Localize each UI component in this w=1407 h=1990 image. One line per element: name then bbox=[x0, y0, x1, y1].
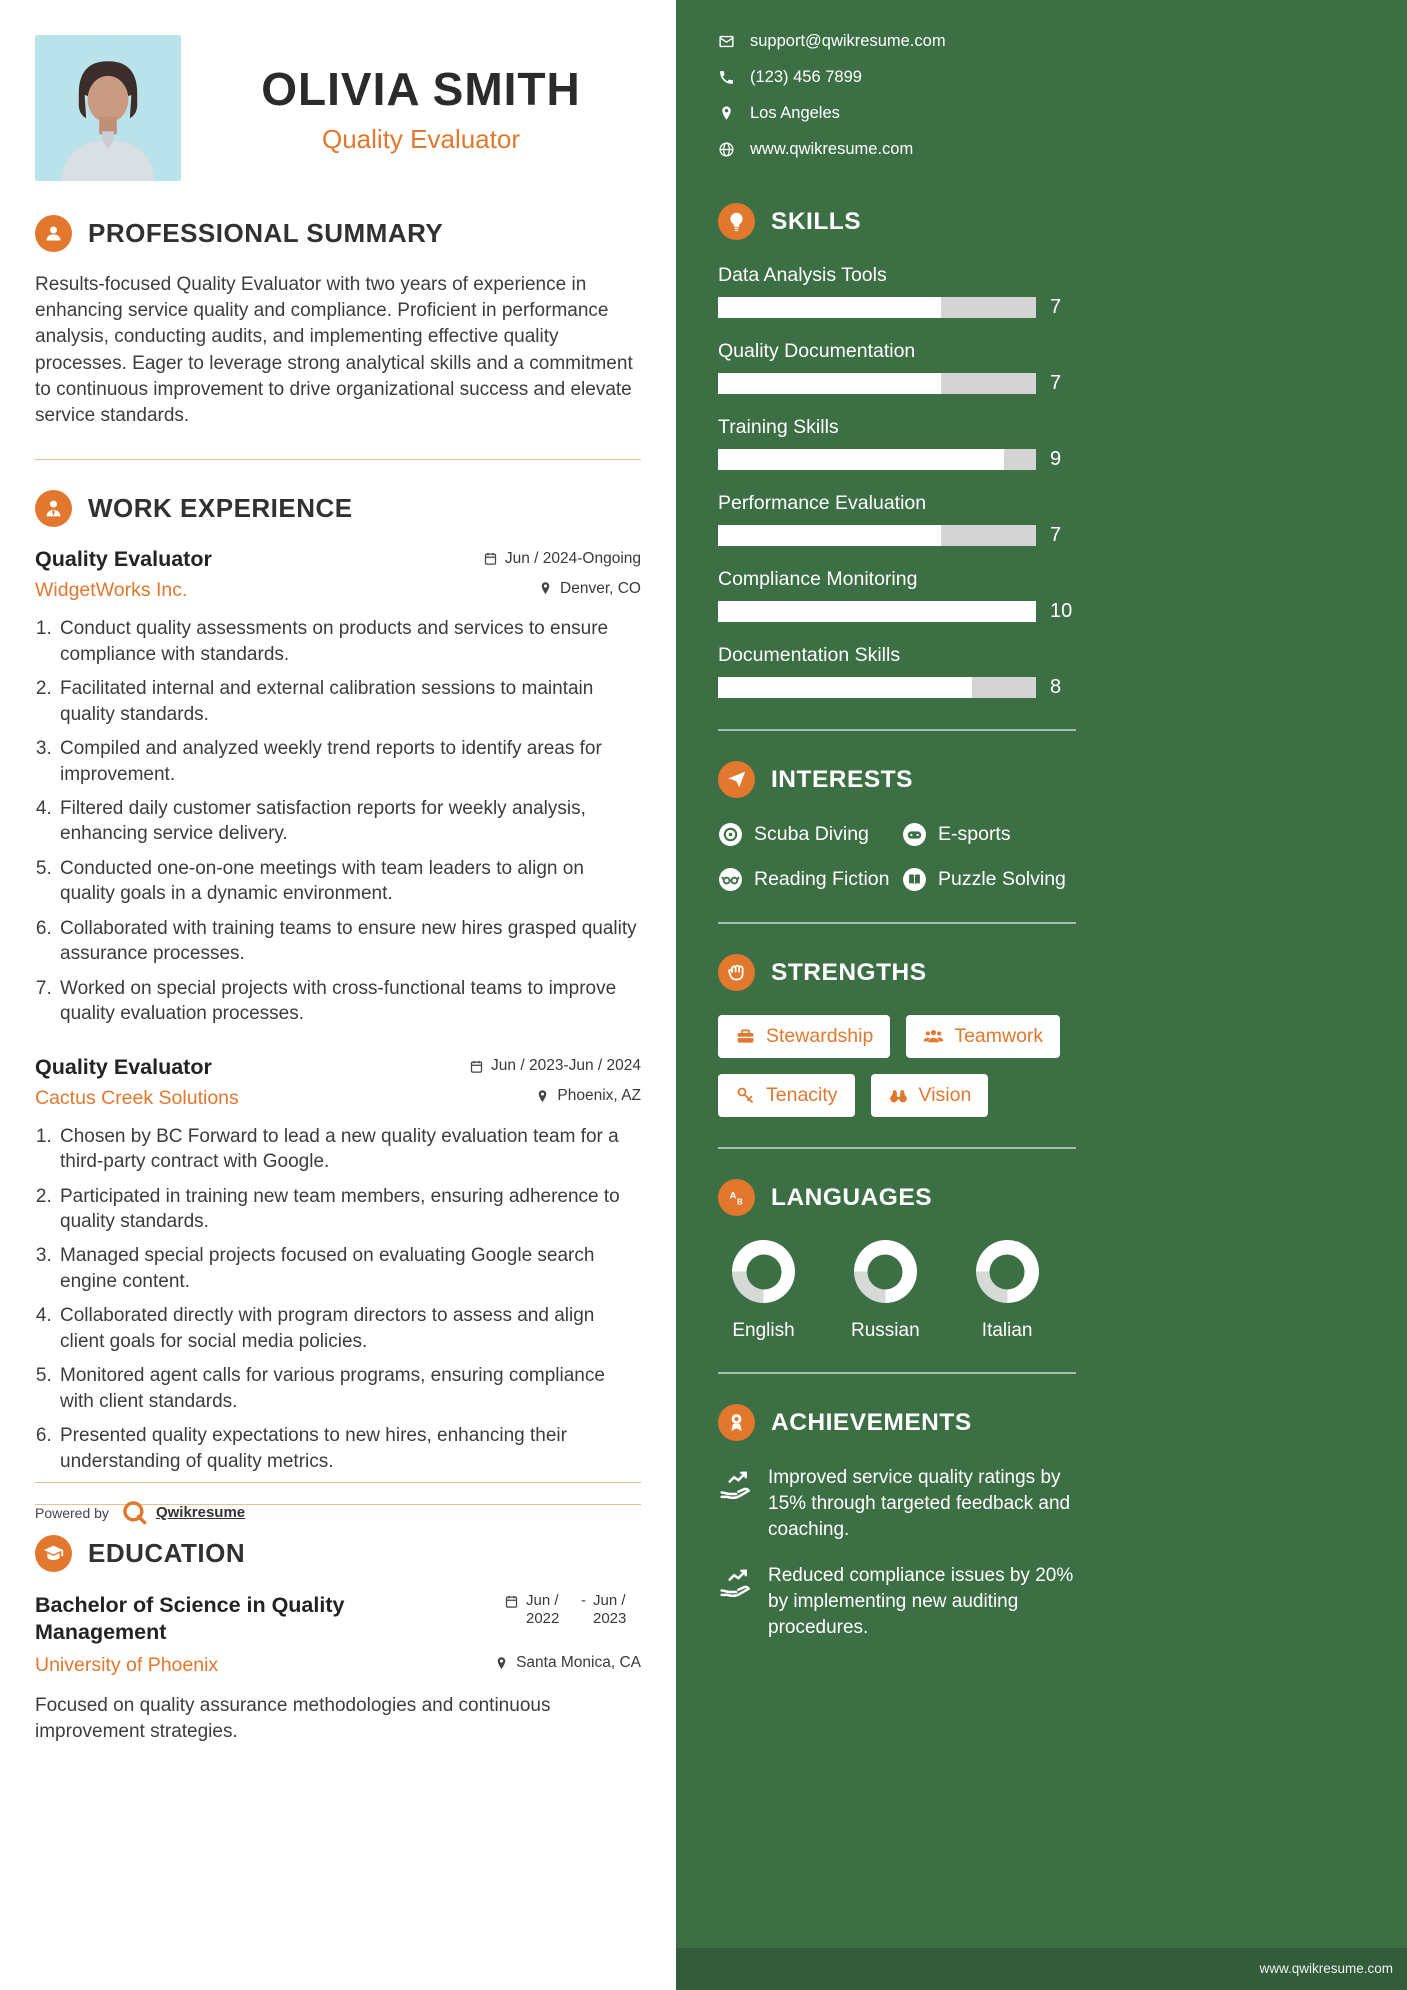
briefcase-icon bbox=[735, 1026, 756, 1047]
strength-pill: Teamwork bbox=[906, 1015, 1060, 1058]
skills-heading: SKILLS bbox=[771, 207, 862, 235]
work-experience-icon bbox=[35, 490, 72, 527]
graduation-icon bbox=[35, 1535, 72, 1572]
profile-photo-image bbox=[35, 35, 181, 181]
language-label: Russian bbox=[851, 1320, 920, 1341]
job-bullet-list bbox=[57, 616, 641, 1026]
job-bullet: 6. Presented quality expectations to new hires, enhancing their understanding of quality metrics. bbox=[57, 1423, 641, 1474]
achievement-text: Improved service quality ratings by 15% through targeted feedback and coaching. bbox=[768, 1467, 1071, 1540]
profile-photo bbox=[35, 35, 181, 181]
job-date: Jun / 2024-Ongoing bbox=[483, 550, 641, 568]
job-bullet: 5. Conducted one-on-one meetings with team leaders to align on quality goals in a dynamic environment. bbox=[57, 856, 641, 907]
language-item bbox=[732, 1240, 795, 1342]
calendar-icon bbox=[504, 1594, 519, 1609]
powered-by-label: Powered by bbox=[35, 1504, 109, 1521]
skill-value: 7 bbox=[1050, 372, 1062, 394]
job-bullet: 4. Collaborated directly with program directors to assess and align client goals for social media policies. bbox=[57, 1303, 641, 1354]
achievement-text: Reduced compliance issues by 20% by implementing new auditing procedures. bbox=[768, 1565, 1074, 1639]
interests-heading: INTERESTS bbox=[771, 765, 913, 793]
contact-phone[interactable]: (123) 456 7899 bbox=[718, 68, 1076, 87]
job-bullet: 2. Participated in training new team members, ensuring adherence to quality standards. bbox=[57, 1184, 641, 1235]
professional-summary-section bbox=[35, 215, 641, 429]
qwikresume-logo-icon bbox=[121, 1499, 148, 1526]
skill-bar bbox=[718, 601, 1036, 622]
pin-icon bbox=[718, 105, 735, 122]
job-location: Denver, CO bbox=[538, 580, 641, 598]
section-divider bbox=[718, 1372, 1076, 1374]
job-title-text: Quality Evaluator bbox=[35, 1054, 212, 1079]
section-divider bbox=[718, 729, 1076, 731]
achievements-section bbox=[718, 1404, 1076, 1641]
education-location: Santa Monica, CA bbox=[494, 1654, 641, 1672]
achievement-item bbox=[718, 1465, 1076, 1542]
education-start-date: Jun / 2022 bbox=[526, 1592, 560, 1628]
achievement-item bbox=[718, 1563, 1076, 1640]
interest-item: E-sports bbox=[902, 822, 1076, 847]
interest-item: Reading Fiction bbox=[718, 867, 892, 892]
date-separator: - bbox=[581, 1592, 586, 1610]
contact-website[interactable]: www.qwikresume.com bbox=[718, 140, 1076, 159]
job-bullet: 1. Chosen by BC Forward to lead a new quality evaluation team for a third-party contract with Google. bbox=[57, 1124, 641, 1175]
section-divider bbox=[35, 459, 641, 460]
lightbulb-icon bbox=[718, 203, 755, 240]
skill-label: Training Skills bbox=[718, 416, 839, 438]
language-label: Italian bbox=[981, 1320, 1033, 1341]
globe-icon bbox=[718, 141, 735, 158]
scuba-diving-icon bbox=[718, 822, 743, 847]
skill-item bbox=[718, 644, 1076, 699]
skill-value: 10 bbox=[1050, 600, 1073, 622]
skill-label: Performance Evaluation bbox=[718, 492, 927, 514]
skill-bar bbox=[718, 449, 1036, 470]
skill-value: 7 bbox=[1050, 296, 1062, 318]
job-entry bbox=[35, 547, 641, 1026]
left-footer bbox=[35, 1482, 641, 1526]
skill-bar bbox=[718, 525, 1036, 546]
interest-item: Scuba Diving bbox=[718, 822, 892, 847]
job-title-text: Quality Evaluator bbox=[35, 547, 212, 572]
skill-item bbox=[718, 340, 1076, 395]
degree-name: Bachelor of Science in Quality Management bbox=[35, 1593, 345, 1644]
language-donut-chart bbox=[732, 1240, 795, 1303]
esports-icon bbox=[902, 822, 927, 847]
pin-icon bbox=[494, 1656, 509, 1671]
job-bullet: 3. Compiled and analyzed weekly trend reports to identify areas for improvement. bbox=[57, 736, 641, 787]
achievements-heading: ACHIEVEMENTS bbox=[771, 1408, 972, 1436]
right-column bbox=[676, 0, 1407, 1990]
section-divider bbox=[718, 1147, 1076, 1149]
skill-bar bbox=[718, 373, 1036, 394]
strengths-heading: STRENGTHS bbox=[771, 958, 927, 986]
skill-bar bbox=[718, 677, 1036, 698]
skill-label: Documentation Skills bbox=[718, 644, 901, 666]
language-item bbox=[976, 1240, 1039, 1342]
job-bullet: 4. Filtered daily customer satisfaction reports for weekly analysis, enhancing service delivery. bbox=[57, 796, 641, 847]
person-job-title: Quality Evaluator bbox=[322, 123, 520, 154]
binoculars-icon bbox=[888, 1085, 909, 1106]
language-label: English bbox=[732, 1320, 795, 1341]
identity-block bbox=[35, 35, 641, 181]
fist-icon bbox=[718, 954, 755, 991]
pin-icon bbox=[538, 581, 553, 596]
key-icon bbox=[735, 1085, 756, 1106]
skill-value: 8 bbox=[1050, 676, 1062, 698]
strengths-section bbox=[718, 954, 1076, 1117]
calendar-icon bbox=[469, 1059, 484, 1074]
languages-section bbox=[718, 1179, 1076, 1342]
medal-icon bbox=[718, 1404, 755, 1441]
paper-plane-icon bbox=[718, 761, 755, 798]
summary-heading: PROFESSIONAL SUMMARY bbox=[88, 218, 444, 248]
company-name: Cactus Creek Solutions bbox=[35, 1086, 239, 1109]
job-entry bbox=[35, 1055, 641, 1474]
job-bullet: 3. Managed special projects focused on evaluating Google search engine content. bbox=[57, 1243, 641, 1294]
interest-item: Puzzle Solving bbox=[902, 867, 1076, 892]
qwikresume-link[interactable]: Qwikresume bbox=[155, 1504, 246, 1521]
language-item bbox=[851, 1240, 920, 1342]
skill-item bbox=[718, 264, 1076, 319]
puzzle-solving-icon bbox=[902, 867, 927, 892]
skill-item bbox=[718, 416, 1076, 471]
skill-item bbox=[718, 492, 1076, 547]
pin-icon bbox=[535, 1089, 550, 1104]
work-experience-section bbox=[35, 490, 641, 1474]
job-bullet: 1. Conduct quality assessments on products and services to ensure compliance with standards. bbox=[57, 616, 641, 667]
growth-hand-icon bbox=[718, 1467, 753, 1502]
job-date: Jun / 2023-Jun / 2024 bbox=[469, 1057, 641, 1075]
phone-icon bbox=[718, 69, 735, 86]
company-name: WidgetWorks Inc. bbox=[35, 579, 188, 602]
job-location: Phoenix, AZ bbox=[535, 1087, 641, 1105]
skill-value: 7 bbox=[1050, 524, 1062, 546]
contact-location: Los Angeles bbox=[718, 104, 1076, 123]
skill-bar bbox=[718, 297, 1036, 318]
growth-hand-icon bbox=[718, 1565, 753, 1600]
website-strip-link[interactable]: www.qwikresume.com bbox=[676, 1948, 1407, 1990]
language-donut-chart bbox=[854, 1240, 917, 1303]
contact-block bbox=[718, 32, 1076, 159]
reading-fiction-icon bbox=[718, 867, 743, 892]
job-bullet-list bbox=[57, 1124, 641, 1474]
strength-pill: Tenacity bbox=[718, 1074, 855, 1117]
education-description: Focused on quality assurance methodologies and continuous improvement strategies. bbox=[35, 1694, 551, 1743]
job-bullet: 2. Facilitated internal and external calibration sessions to maintain quality standards. bbox=[57, 676, 641, 727]
experience-heading: WORK EXPERIENCE bbox=[88, 493, 353, 524]
summary-text: Results-focused Quality Evaluator with two years of experience in enhancing service quality and compliance. Proficient in performance analysis, conducting audits, and implementing effective quality processes. Eager to leverage strong analytical skills and a commitment to continuous improvement to drive organizational success and elevate service standards. bbox=[35, 274, 633, 427]
left-column bbox=[0, 0, 676, 1990]
school-name: University of Phoenix bbox=[35, 1653, 219, 1676]
skill-label: Quality Documentation bbox=[718, 340, 916, 362]
skill-item bbox=[718, 568, 1076, 623]
section-divider bbox=[718, 922, 1076, 924]
footer-divider bbox=[35, 1482, 641, 1483]
interests-section bbox=[718, 761, 1076, 892]
envelope-icon bbox=[718, 33, 735, 50]
job-bullet: 5. Monitored agent calls for various programs, ensuring compliance with client standards. bbox=[57, 1363, 641, 1414]
education-section bbox=[35, 1535, 641, 1745]
skill-value: 9 bbox=[1050, 448, 1062, 470]
languages-heading: LANGUAGES bbox=[771, 1183, 933, 1211]
job-bullet: 6. Collaborated with training teams to ensure new hires grasped quality assurance processes. bbox=[57, 916, 641, 967]
education-dates bbox=[504, 1592, 641, 1646]
contact-email[interactable]: support@qwikresume.com bbox=[718, 32, 1076, 51]
skill-label: Data Analysis Tools bbox=[718, 264, 887, 286]
person-name: OLIVIA SMITH bbox=[261, 62, 581, 115]
svg-text:A: A bbox=[729, 1190, 737, 1202]
skills-section bbox=[718, 203, 1076, 699]
svg-text:B: B bbox=[736, 1197, 743, 1207]
person-icon bbox=[35, 215, 72, 252]
strength-pill: Vision bbox=[871, 1074, 989, 1117]
job-bullet: 7. Worked on special projects with cross-functional teams to improve quality evaluation processes. bbox=[57, 976, 641, 1027]
strength-pill: Stewardship bbox=[718, 1015, 890, 1058]
skill-label: Compliance Monitoring bbox=[718, 568, 918, 590]
education-heading: EDUCATION bbox=[88, 1538, 246, 1569]
language-donut-chart bbox=[976, 1240, 1039, 1303]
calendar-icon bbox=[483, 551, 498, 566]
translate-icon bbox=[718, 1179, 755, 1216]
education-end-date: Jun / 2023 bbox=[593, 1592, 627, 1628]
teamwork-icon bbox=[923, 1026, 944, 1047]
